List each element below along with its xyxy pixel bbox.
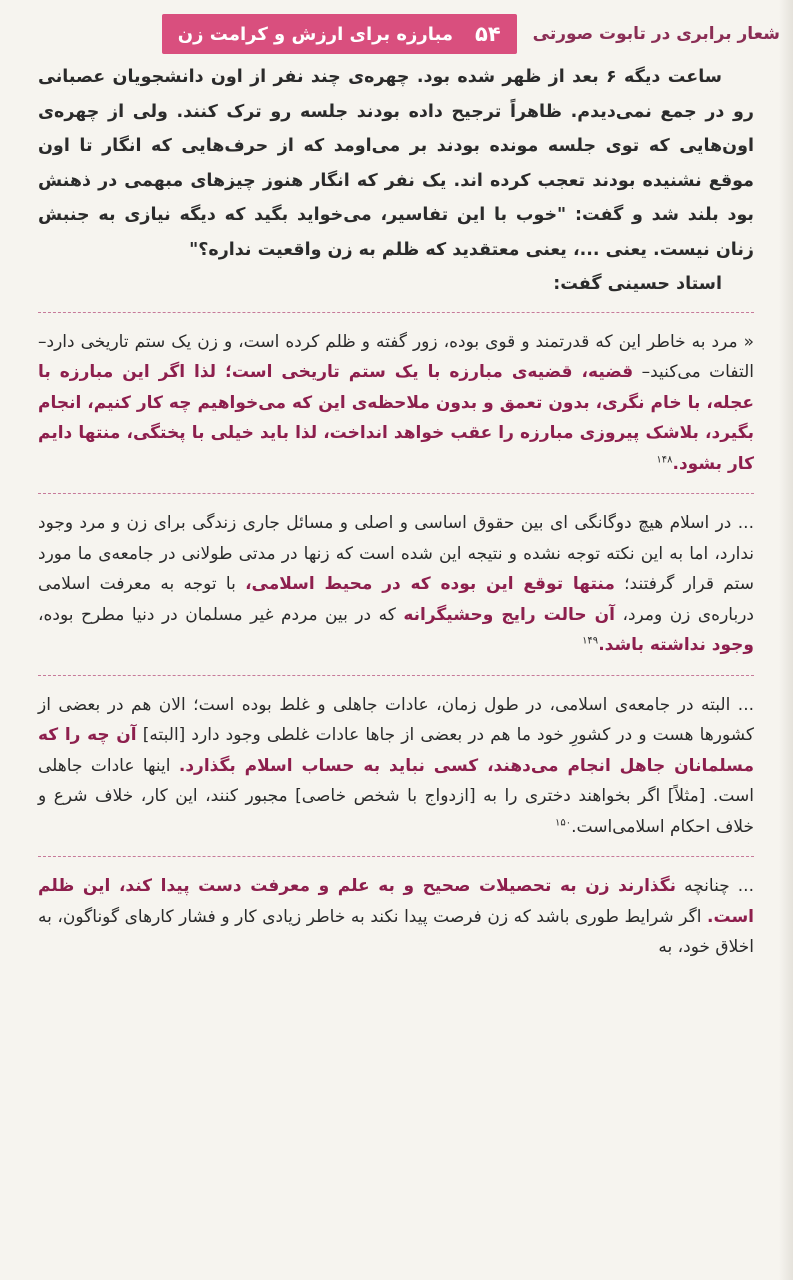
quote-text: با توجه به معرفت اسلامی درباره‌ی زن ومرد،: [38, 574, 754, 625]
footnote-ref: ۱۵۰: [555, 816, 572, 828]
quote-paragraph: [38, 508, 754, 661]
running-head: شعار برابری در تابوت صورتی: [532, 24, 780, 44]
footnote-ref: ۱۴۹: [582, 635, 599, 647]
quote-highlight: وجود نداشته باشد.: [598, 635, 754, 655]
page-edge: [779, 0, 793, 1280]
quote-block: [38, 313, 754, 494]
page-body: [38, 60, 754, 977]
page-number: ۵۴: [475, 22, 501, 46]
quote-block: [38, 494, 754, 675]
quote-highlight: آن حالت رایج وحشیگرانه: [403, 604, 615, 625]
quote-highlight: نگذارند زن به تحصیلات صحیح و به علم و معرفت دست پیدا کند، این ظلم است.: [38, 876, 754, 927]
quote-highlight: آن چه را که مسلمانان جاهل انجام می‌دهند، کسی نباید به حساب اسلام بگذارد.: [38, 725, 754, 776]
quote-block: [38, 676, 754, 857]
quote-highlight: قضیه، قضیه‌ی مبارزه با یک ستم تاریخی است؛ لذا اگر این مبارزه با عجله، با خام نگری، بدون تعمق و بدون ملاحظه‌ی این که می‌خواهیم چه کار کنیم، انجام بگیرد، بلاشک پیروزی مبارزه را عقب خواهد انداخت، لذا باید خیلی با پختگی، منتها دایم کار بشود.: [38, 362, 754, 474]
quote-text: ... البته در جامعه‌ی اسلامی، در طول زمان، عادات جاهلی و غلط بوده است؛ الان هم در بعضی از کشورها هست و در کشورِ خود ما هم در بعضی از جاها عادات غلطی وجود دارد [البته]: [38, 694, 755, 745]
page-header: [177, 12, 780, 56]
quote-text: ... چنانچه: [676, 876, 754, 896]
quote-text: ... در اسلام هیچ دوگانگی ای بین حقوق اساسی و اصلی و مسائل جاری زندگی برای زن و مرد وجود ندارد، اما به این نکته توجه نشده و نتیجه این شده است که زنها در مدتی طولانی در جامعه‌ی ما مورد ستم قرار گرفتند؛: [38, 513, 754, 594]
quote-text: « مرد به خاطر این که قدرتمند و قوی بوده، زور گفته و ظلم کرده است، و زن یک ستم تاریخی دارد– التفات می‌کنید–: [38, 331, 754, 382]
quote-paragraph: [38, 871, 754, 963]
footnote-ref: ۱۴۸: [656, 453, 673, 465]
quote-paragraph: [38, 327, 754, 480]
speaker-line: استاد حسینی گفت:: [553, 274, 722, 294]
narrative-paragraph: ساعت دیگه ۶ بعد از ظهر شده بود. چهره‌ی چند نفر از اون دانشجویان عصبانی رو در جمع نمی‌دیدم. ظاهراً ترجیح داده بودند جلسه رو ترک کنند. ولی از چهره‌ی اون‌هایی که توی جلسه مونده بودند بر می‌اومد که از حرف‌هایی که انگار تا اون موقع نشنیده بودند تعجب کرده اند. یک نفر که انگار هنوز چیزهای مبهمی در ذهنش بود بلند شد و گفت: "خوب با این تفاسیر، می‌خواید بگید که دیگه نیازی به جنبش زنان نیست. یعنی ...، یعنی معتقدید که ظلم به زن واقعیت نداره؟": [38, 67, 754, 260]
quote-text: اینها عادات جاهلی است. [مثلاً] اگر بخواهند دختری را به [ازدواج با شخص خاصی] مجبور کنند، این کار، خلاف شرع و خلاف احکام اسلامی‌است.: [38, 755, 754, 837]
chapter-title: مبارزه برای ارزش و کرامت زن: [177, 23, 454, 45]
quote-highlight: منتها توقع این بوده که در محیط اسلامی،: [245, 574, 615, 594]
quote-paragraph: [38, 690, 754, 843]
quote-text: که در بین مردم غیر مسلمان در دنیا مطرح بوده،: [38, 604, 404, 625]
quote-text: اگر شرایط طوری باشد که زن فرصت پیدا نکند به خاطر زیادی کار و فشار کارهای گوناگون، به اخلاق خود، به: [38, 906, 754, 957]
chapter-title-box: [162, 14, 517, 54]
quote-block: [38, 857, 754, 977]
narrative-section: [38, 60, 754, 302]
